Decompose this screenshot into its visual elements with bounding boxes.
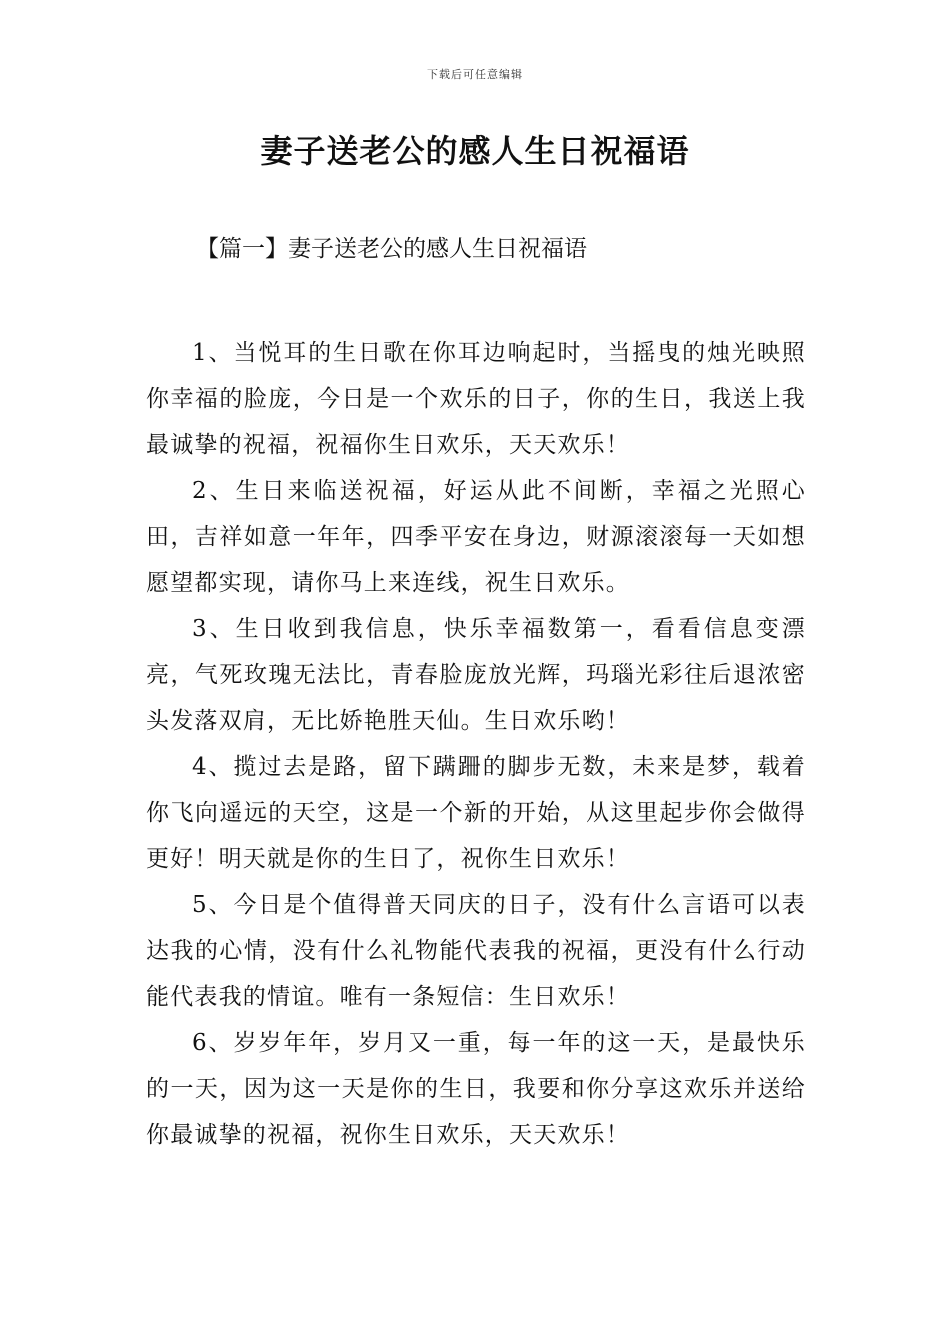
paragraph-3: 3、生日收到我信息，快乐幸福数第一，看看信息变漂亮，气死玫瑰无法比，青春脸庞放光辉，玛瑙光彩往后退浓密头发落双肩，无比娇艳胜天仙。生日欢乐哟！ bbox=[146, 616, 806, 734]
paragraph-4: 4、揽过去是路，留下蹒跚的脚步无数，未来是梦，载着你飞向遥远的天空，这是一个新的开始，从这里起步你会做得更好！明天就是你的生日了，祝你生日欢乐！ bbox=[146, 754, 806, 872]
paragraph-5: 5、今日是个值得普天同庆的日子，没有什么言语可以表达我的心情，没有什么礼物能代表我的祝福，更没有什么行动能代表我的情谊。唯有一条短信：生日欢乐！ bbox=[146, 892, 806, 1010]
section-heading: 【篇一】妻子送老公的感人生日祝福语 bbox=[196, 236, 587, 262]
paragraph-6: 6、岁岁年年，岁月又一重，每一年的这一天，是最快乐的一天，因为这一天是你的生日，我要和你分享这欢乐并送给你最诚挚的祝福，祝你生日欢乐，天天欢乐！ bbox=[146, 1030, 806, 1148]
body-text bbox=[146, 330, 806, 1158]
paragraph-1: 1、当悦耳的生日歌在你耳边响起时，当摇曳的烛光映照你幸福的脸庞，今日是一个欢乐的日子，你的生日，我送上我最诚挚的祝福，祝福你生日欢乐，天天欢乐！ bbox=[146, 340, 806, 458]
paragraph-2: 2、生日来临送祝福，好运从此不间断，幸福之光照心田，吉祥如意一年年，四季平安在身边，财源滚滚每一天如想愿望都实现，请你马上来连线，祝生日欢乐。 bbox=[146, 478, 806, 596]
document-title: 妻子送老公的感人生日祝福语 bbox=[260, 132, 690, 170]
header-note: 下载后可任意编辑 bbox=[427, 68, 523, 81]
